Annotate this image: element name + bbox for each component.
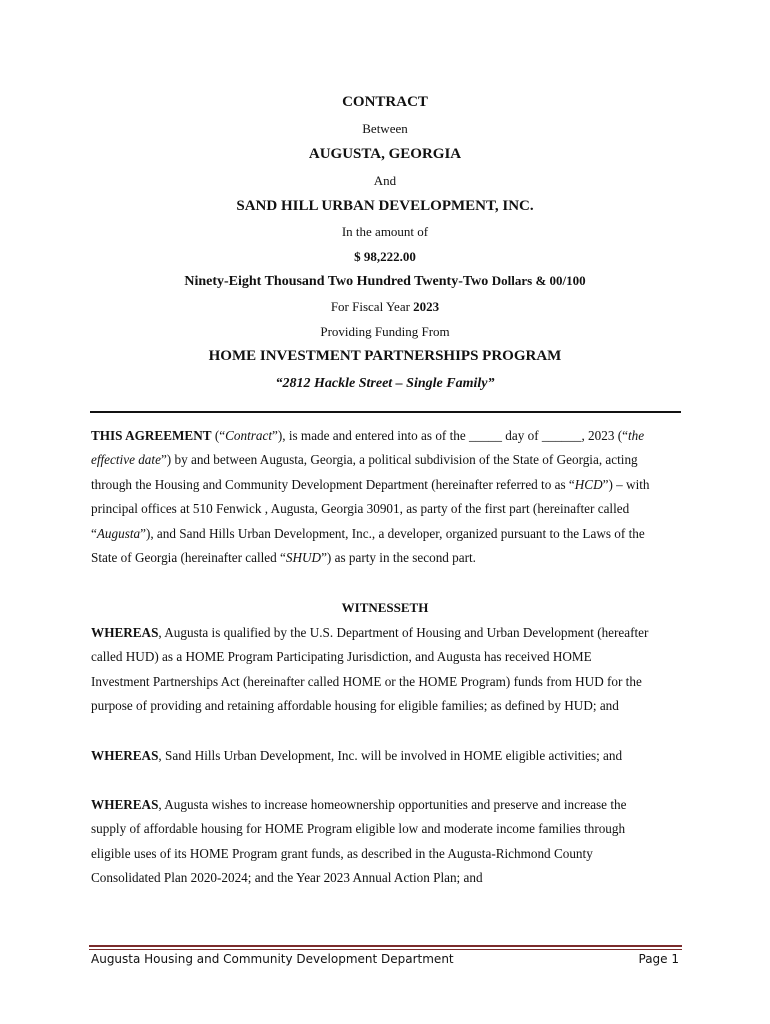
fiscal-year-label: For Fiscal Year bbox=[330, 299, 414, 314]
agreement-line-5 bbox=[91, 522, 681, 546]
text: , Augusta wishes to increase homeownership opportunities and preserve and increase the bbox=[158, 797, 627, 812]
term-contract: Contract bbox=[225, 428, 272, 443]
whereas-1-line-4: purpose of providing and retaining affordable housing for eligible families; as defined by HUD; and bbox=[91, 698, 619, 714]
fiscal-year-value: 2023 bbox=[413, 299, 440, 314]
whereas-3-line-4: Consolidated Plan 2020-2024; and the Year 2023 Annual Action Plan; and bbox=[91, 870, 483, 886]
text: State of Georgia (hereinafter called “ bbox=[91, 550, 286, 566]
contract-title: CONTRACT bbox=[342, 94, 428, 110]
whereas-2-line-1 bbox=[91, 744, 681, 768]
whereas-paragraph-3 bbox=[91, 793, 681, 891]
whereas-paragraph-2 bbox=[91, 744, 681, 768]
amount-in-words bbox=[0, 273, 770, 290]
whereas-1-line-3: Investment Partnerships Act (hereinafter called HOME or the HOME Program) funds from HUD for the bbox=[91, 673, 642, 689]
whereas-1-line-1 bbox=[91, 621, 681, 645]
funding-label: Providing Funding From bbox=[320, 324, 450, 339]
party-two-name: SAND HILL URBAN DEVELOPMENT, INC. bbox=[236, 198, 534, 214]
and-label: And bbox=[373, 173, 397, 188]
project-name: “2812 Hackle Street – Single Family” bbox=[275, 376, 495, 391]
contract-amount: $ 98,222.00 bbox=[354, 249, 416, 264]
text: , Augusta is qualified by the U.S. Department of Housing and Urban Development (hereafter bbox=[158, 625, 649, 640]
term-augusta: Augusta bbox=[96, 525, 141, 541]
whereas-label: WHEREAS bbox=[91, 797, 159, 812]
whereas-3-line-3: eligible uses of its HOME Program grant funds, as described in the Augusta-Richmond County bbox=[91, 845, 593, 861]
text: through the Housing and Community Development Department (hereinafter referred to as “ bbox=[91, 476, 575, 492]
agreement-line-6 bbox=[91, 546, 681, 570]
term-shud: SHUD bbox=[285, 550, 322, 566]
term-the: the bbox=[627, 428, 645, 443]
witnesseth-heading: WITNESSETH bbox=[341, 600, 429, 615]
text: , Sand Hills Urban Development, Inc. will be involved in HOME eligible activities; and bbox=[158, 748, 623, 763]
whereas-paragraph-1 bbox=[91, 621, 681, 719]
amount-label: In the amount of bbox=[341, 224, 429, 239]
agreement-heading: THIS AGREEMENT bbox=[91, 428, 212, 443]
amount-words-main: Ninety-Eight Thousand Two Hundred Twenty-Two bbox=[184, 274, 492, 289]
header-divider bbox=[90, 411, 681, 413]
program-name: HOME INVESTMENT PARTNERSHIPS PROGRAM bbox=[208, 348, 562, 364]
term-effective-date: effective date bbox=[91, 452, 161, 468]
agreement-line-4: principal offices at 510 Fenwick , Augusta, Georgia 30901, as party of the first part (hereinafter called bbox=[91, 501, 630, 517]
agreement-paragraph bbox=[91, 424, 681, 570]
footer-divider-thin bbox=[89, 949, 682, 950]
agreement-line-3 bbox=[91, 473, 681, 497]
text: ”) as party in the second part. bbox=[321, 550, 476, 566]
whereas-label: WHEREAS bbox=[91, 625, 159, 640]
text: (“ bbox=[211, 428, 226, 443]
text: ”), is made and entered into as of the _____ day of ______, 2023 (“ bbox=[272, 428, 628, 443]
text: ”) by and between Augusta, Georgia, a political subdivision of the State of Georgia, acting bbox=[160, 452, 638, 468]
text: “ bbox=[91, 525, 97, 541]
whereas-1-line-2: called HUD) as a HOME Program Participating Jurisdiction, and Augusta has received HOME bbox=[91, 649, 592, 665]
text: ”) – with bbox=[602, 476, 650, 492]
whereas-3-line-2: supply of affordable housing for HOME Program eligible low and moderate income families through bbox=[91, 821, 626, 837]
text: ”), and Sand Hills Urban Development, Inc., a developer, organized pursuant to the Laws of the bbox=[140, 525, 645, 541]
footer-divider-thick bbox=[89, 945, 682, 947]
footer-page-number: Page 1 bbox=[638, 952, 679, 966]
term-hcd: HCD bbox=[574, 476, 603, 492]
agreement-line-2 bbox=[91, 448, 681, 472]
fiscal-year-line bbox=[0, 299, 770, 315]
whereas-label: WHEREAS bbox=[91, 748, 159, 763]
whereas-3-line-1 bbox=[91, 793, 681, 817]
footer-department: Augusta Housing and Community Development Department bbox=[91, 952, 454, 966]
between-label: Between bbox=[362, 121, 408, 136]
agreement-line-1 bbox=[91, 424, 681, 448]
party-one-name: AUGUSTA, GEORGIA bbox=[308, 146, 462, 162]
amount-words-dollars: Dollars & 00/100 bbox=[491, 273, 586, 288]
